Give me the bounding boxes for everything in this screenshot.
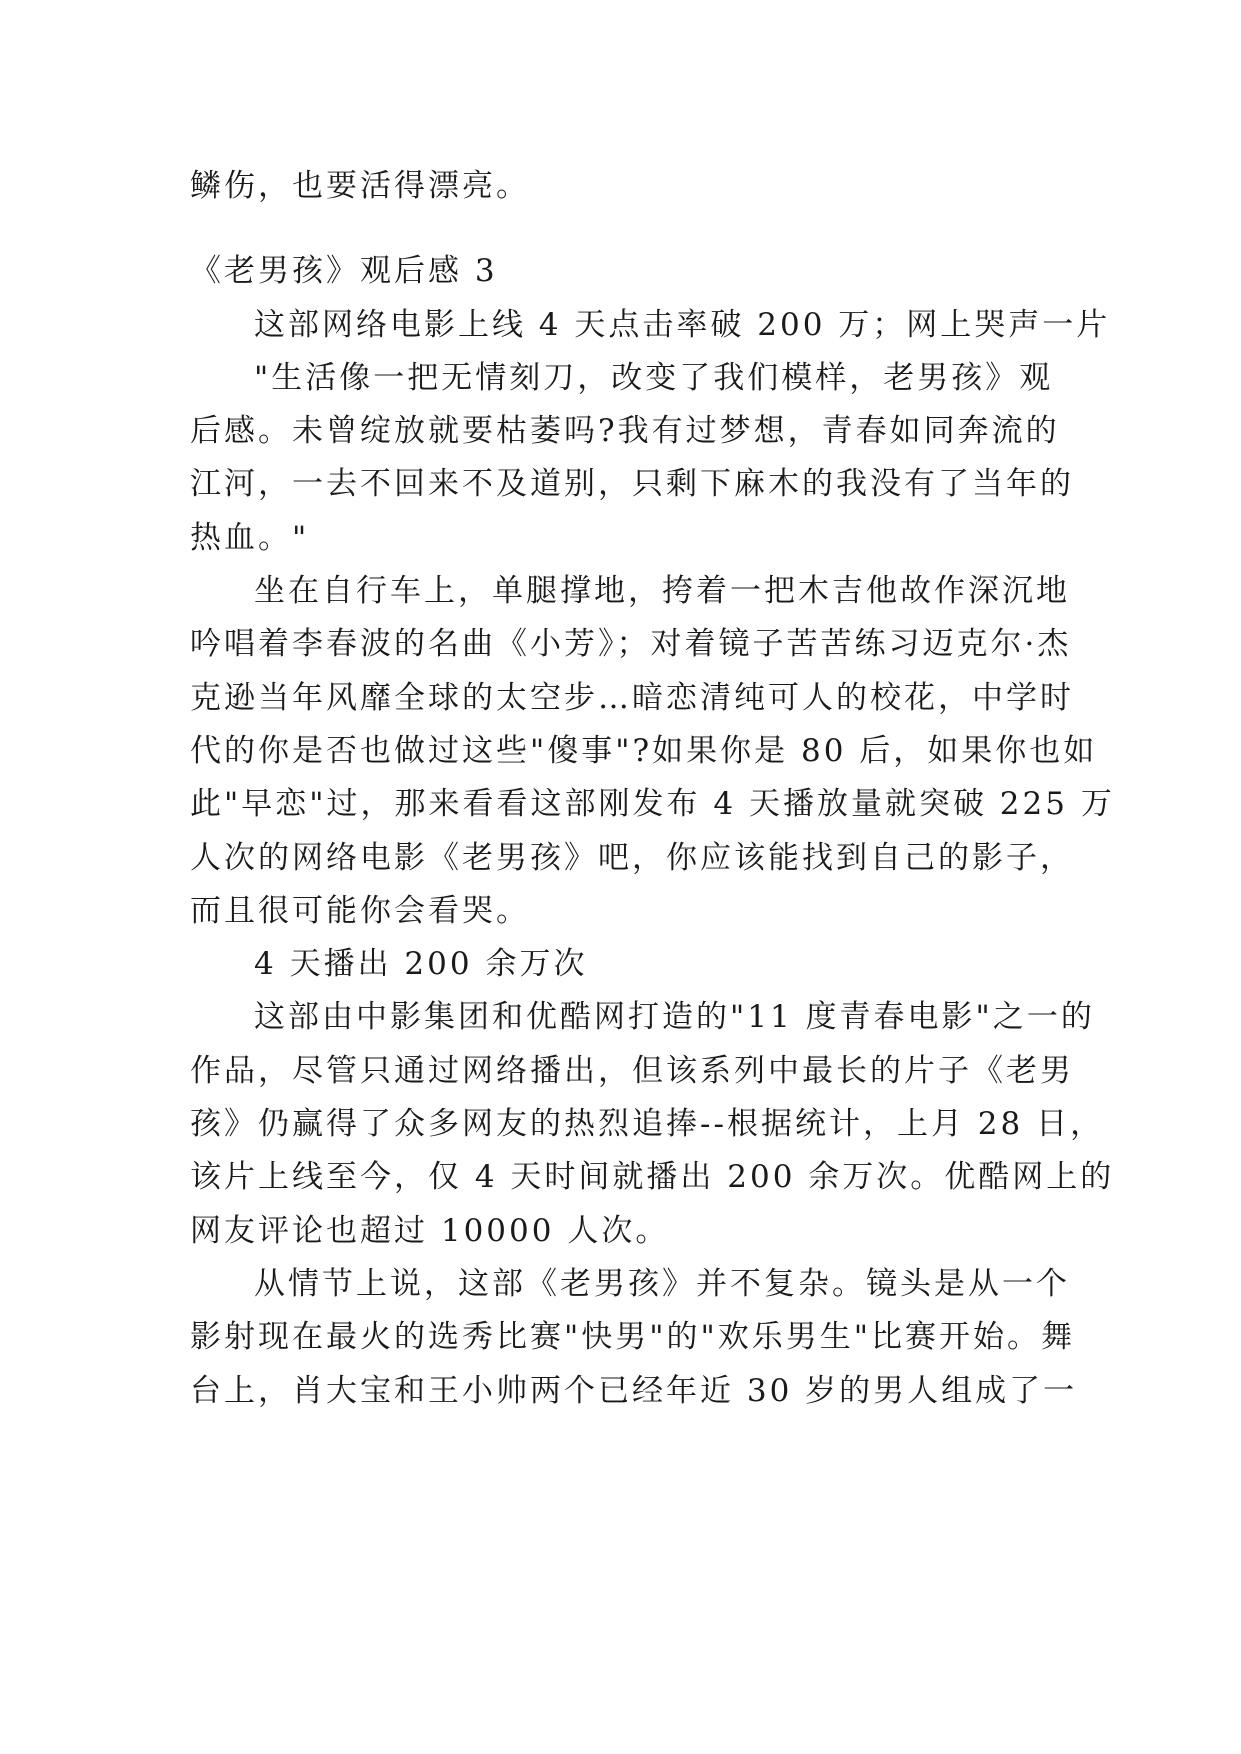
text-line: 坐在自行车上，单腿撑地，挎着一把木吉他故作深沉地 (254, 573, 1070, 609)
text-line: 影射现在最火的选秀比赛"快男"的"欢乐男生"比赛开始。舞 (190, 1319, 1076, 1355)
text-line: 孩》仍赢得了众多网友的热烈追捧--根据统计，上月 28 日， (190, 1106, 1105, 1142)
section-heading: 《老男孩》观后感 3 (190, 253, 498, 289)
text-line: 代的你是否也做过这些"傻事"?如果你是 80 后，如果你也如 (190, 733, 1098, 769)
text-line: 江河，一去不回来不及道别，只剩下麻木的我没有了当年的 (190, 466, 1074, 502)
text-line: 热血。" (190, 520, 310, 556)
text-line: 该片上线至今，仅 4 天时间就播出 200 余万次。优酷网上的 (190, 1159, 1115, 1195)
text-line: 此"早恋"过，那来看看这部刚发布 4 天播放量就突破 225 万 (190, 786, 1115, 822)
text-line: 这部网络电影上线 4 天点击率破 200 万；网上哭声一片 (254, 307, 1111, 343)
text-line: 克逊当年风靡全球的太空步…暗恋清纯可人的校花，中学时 (190, 680, 1074, 716)
text-line: 吟唱着李春波的名曲《小芳》；对着镜子苦苦练习迈克尔·杰 (190, 626, 1072, 662)
subheading: 4 天播出 200 余万次 (254, 946, 588, 982)
text-line: 而且很可能你会看哭。 (190, 893, 530, 929)
text-line: 作品，尽管只通过网络播出，但该系列中最长的片子《老男 (190, 1053, 1074, 1089)
text-line: 这部由中影集团和优酷网打造的"11 度青春电影"之一的 (254, 999, 1095, 1035)
text-line: 鳞伤，也要活得漂亮。 (190, 168, 530, 204)
text-line: 网友评论也超过 10000 人次。 (190, 1213, 670, 1249)
text-line: 人次的网络电影《老男孩》吧，你应该能找到自己的影子， (190, 840, 1074, 876)
text-line: 后感。未曾绽放就要枯萎吗?我有过梦想，青春如同奔流的 (190, 413, 1060, 449)
text-line: 台上，肖大宝和王小帅两个已经年近 30 岁的男人组成了一 (190, 1373, 1078, 1409)
text-line: 从情节上说，这部《老男孩》并不复杂。镜头是从一个 (254, 1266, 1070, 1302)
text-line: "生活像一把无情刻刀，改变了我们模样，老男孩》观 (254, 360, 1054, 396)
